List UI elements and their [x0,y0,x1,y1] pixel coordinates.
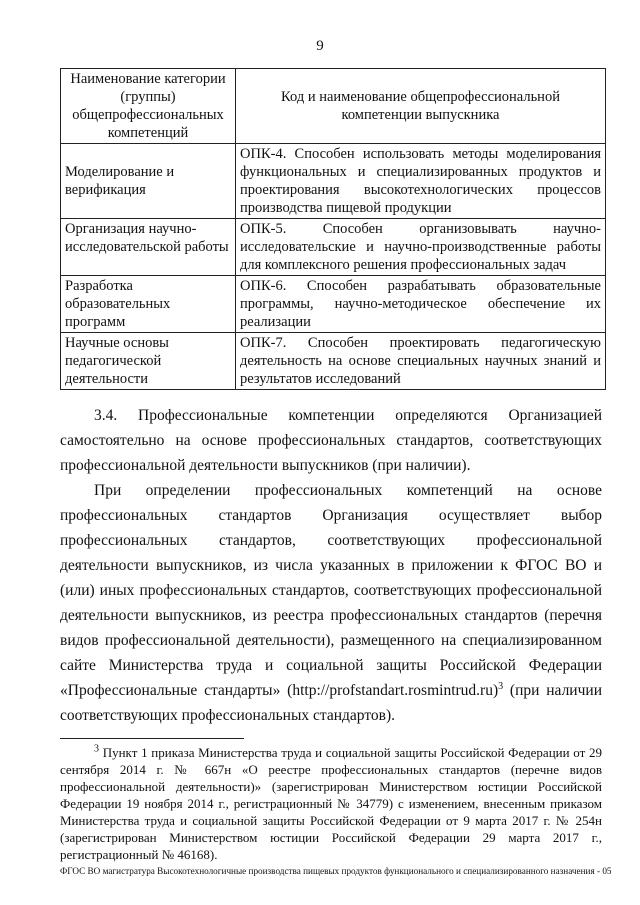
paragraph-prof-standards [60,478,602,728]
row-category: Организация научно-исследовательской работы [61,219,236,276]
page-footer: ФГОС ВО магистратура Высокотехнологичные производства пищевых продуктов функционального и специализированного назначения - 05 [60,866,612,876]
row-competence: ОПК-4. Способен использовать методы моделирования функциональных и специализированных продуктов и проектирования высокотехнологических процессов производства пищевой продукции [236,144,606,219]
footnote-reference: 3 [498,680,504,692]
table-row [61,276,606,333]
footnote-text [60,744,602,863]
row-competence: ОПК-5. Способен организовывать научно-исследовательские и научно-производственные работы для комплексного решения профессиональных задач [236,219,606,276]
footnote-body: Пункт 1 приказа Министерства труда и социальной защиты Российской Федерации от 29 сентября 2014 г. № 667н «О реестре профессиональных стандартов (перечне видов профессиональной деятельности)» (зарегистрирован Министерством юстиции Российской Федерации 19 ноября 2014 г., регистрационный № 34779) с изменением, внесенным приказом Министерства труда и социальной защиты Российской Федерации от 9 марта 2017 г. № 254н (зарегистрирован Министерством юстиции Российской Федерации 29 марта 2017 г., регистрационный № 46168). [60,745,602,862]
paragraph-text: 3.4. Профессиональные компетенции определяются Организацией самостоятельно на основе профессиональных стандартов, соответствующих профессиональной деятельности выпускников (при наличии). [60,407,602,474]
table-row [61,144,606,219]
row-competence: ОПК-6. Способен разрабатывать образовательные программы, научно-методическое обеспечение их реализации [236,276,606,333]
header-competence: Код и наименование общепрофессиональной компетенции выпускника [236,69,606,144]
paragraph-3-4 [60,403,602,478]
paragraph-tail: (при наличии соответствующих профессиональных стандартов). [60,682,602,724]
row-category: Разработка образовательных программ [61,276,236,333]
footnote-divider [60,738,244,739]
competence-table [60,68,606,390]
table-row [61,219,606,276]
paragraph-main: При определении профессиональных компетенций на основе профессиональных стандартов Организация осуществляет выбор профессиональных стандартов, соответствующих профессиональной деятельности выпускников, из числа указанных в приложении к ФГОС ВО и (или) иных профессиональных стандартов, соответствующих профессиональной деятельности выпускников, из реестра профессиональных стандартов (перечня видов профессиональной деятельности), размещенного на специализированном сайте Министерства труда и социальной защиты Российской Федерации «Профессиональные стандарты» (http://profstandart.rosmintrud.ru) [60,482,602,699]
footnote-marker: 3 [94,743,99,755]
row-category: Научные основы педагогической деятельности [61,333,236,390]
header-category: Наименование категории (группы) общепрофессиональных компетенций [61,69,236,144]
page-number: 9 [316,38,324,54]
row-category: Моделирование и верификация [61,144,236,219]
table-header-row [61,69,606,144]
footnote [60,744,602,863]
table-row [61,333,606,390]
row-competence: ОПК-7. Способен проектировать педагогическую деятельность на основе специальных научных знаний и результатов исследований [236,333,606,390]
paragraph-text [60,478,602,728]
